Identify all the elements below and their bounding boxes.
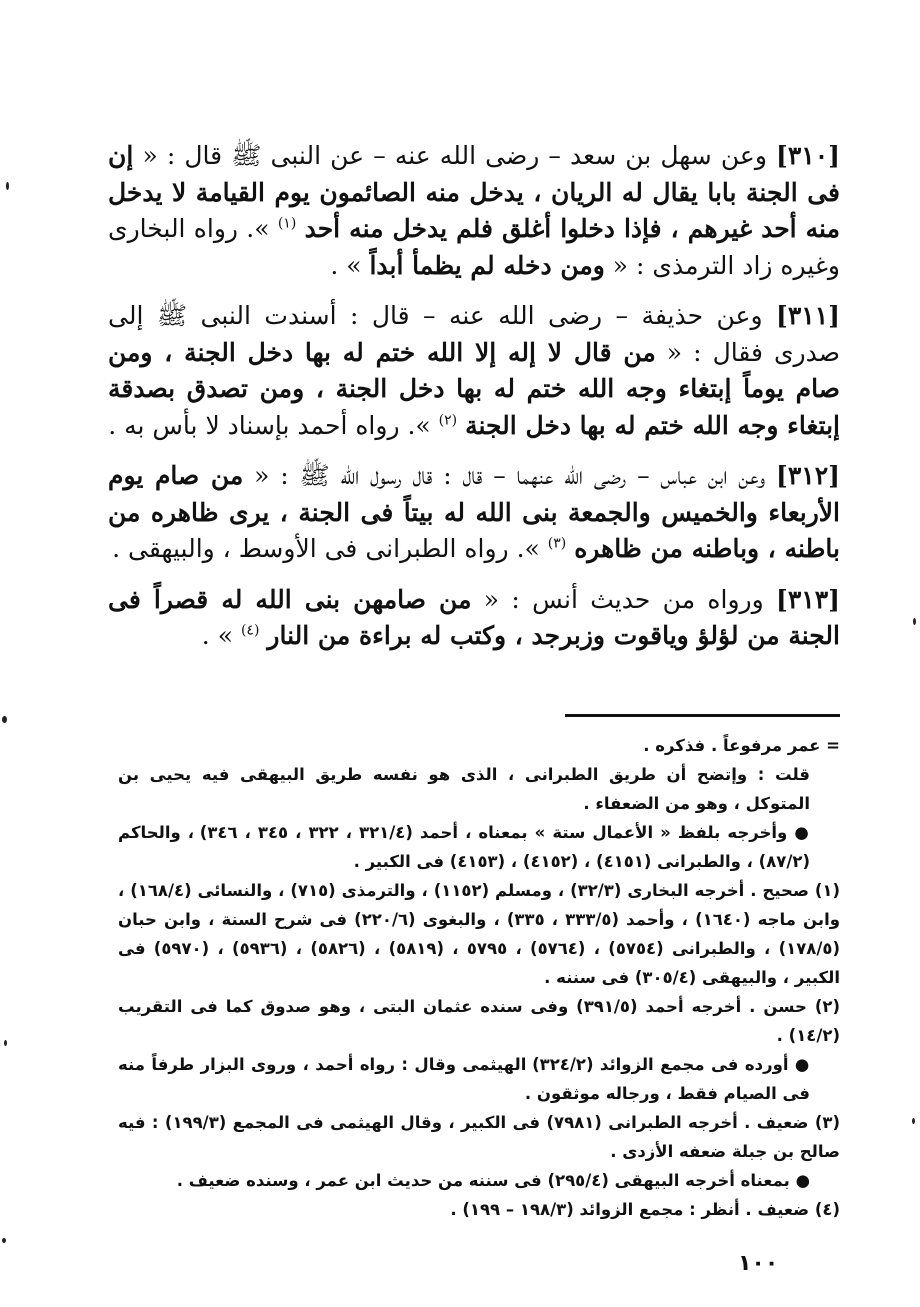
hadith-source: ». رواه الطبرانى فى الأوسط ، والبيهقى .: [112, 534, 540, 563]
hadith-text: من صامهن بنى الله له قصراً فى الجنة من لؤلؤ وياقوت وزبرجد ، وكتب له براءة من النار: [108, 584, 840, 650]
hadith-end: » .: [330, 250, 362, 280]
footnote-line: ● أورده فى مجمع الزوائد (٣٢٤/٢) الهيثمى وقال : رواه أحمد ، وروى البزار طرفاً منه فى الصيام فقط ، ورجاله موثقون .: [118, 1055, 810, 1103]
footnote-divider: [565, 714, 840, 717]
hadith-intro: وعن سهل بن سعد – رضى الله عنه – عن النبى ﷺ قال : «: [142, 141, 767, 170]
hadith-313: [108, 582, 840, 655]
hadith-number: [٣١١]: [776, 301, 840, 330]
main-text: [108, 138, 840, 669]
hadith-number: [٣١٢]: [776, 461, 841, 490]
hadith-text: إن فى الجنة بابا يقال له الريان ، يدخل منه الصائمون يوم القيامة لا يدخل منه أحد غيرهم ، فإذا دخلوا أغلق فلم يدخل منه أحد: [108, 141, 840, 243]
hadith-text: من صام يوم الأربعاء والخميس والجمعة بنى الله له بيتاً فى الجنة ، يرى ظاهره من باطنه ، وباطنه من ظاهره: [108, 461, 840, 563]
footnote-2: (٢) حسن . أخرجه أحمد (٣٩١/٥) وفى سنده عثمان البتى ، وهو صدوق كما فى التقريب (١٤/٢) .: [118, 997, 840, 1045]
page-number: ١٠٠: [738, 1251, 779, 1276]
footnote-3: (٣) ضعيف . أخرجه الطبرانى (٧٩٨١) فى الكبير ، وقال الهيثمى فى المجمع (١٩٩/٣) : فيه صالح بن جبلة ضعفه الأزدى .: [118, 1113, 840, 1161]
footnote-ref: (٣): [547, 535, 567, 552]
hadith-intro: وعن ابن عباس – رضى الله عنهما – قال : قال رسول الله ﷺ : «: [254, 461, 766, 490]
scan-speck: [2, 1238, 6, 1243]
hadith-311: [108, 298, 840, 444]
footnote-line: ● وأخرجه بلفظ « الأعمال ستة » بمعناه ، أحمد (٣٢١/٤ ، ٣٢٢ ، ٣٤٥ ، ٣٤٦) ، والحاكم (٨٧/٢) ، والطبرانى (٤١٥١) ، (٤١٥٢) ، (٤١٥٣) فى الكبير .: [118, 823, 811, 871]
scan-speck: [6, 182, 9, 190]
footnote-line: قلت : وإتضح أن طريق الطبرانى ، الذى هو نفسه طريق البيهقى فيه يحيى بن المتوكل ، وهو من الضعفاء .: [118, 765, 810, 813]
hadith-intro: ورواه من حديث أنس : «: [483, 584, 764, 614]
hadith-source: ». رواه أحمد بإسناد لا بأس به .: [108, 410, 431, 440]
hadith-addition: ومن دخله لم يظمأ أبداً: [369, 250, 605, 280]
hadith-number: [٣١٣]: [776, 584, 840, 614]
hadith-number: [٣١٠]: [776, 141, 841, 170]
footnotes: [118, 731, 840, 1224]
hadith-310: [108, 138, 840, 284]
hadith-source: ». رواه البخارى وغيره زاد الترمذى : «: [108, 214, 840, 280]
hadith-source: » .: [201, 621, 233, 650]
footnote-ref: (٤): [240, 622, 260, 639]
scan-speck: [4, 1040, 7, 1046]
scan-speck: [912, 1118, 915, 1124]
footnote-line: = عمر مرفوعاً . فذكره .: [643, 736, 840, 755]
hadith-intro: وعن حذيفة – رضى الله عنه – قال : أسندت النبى ﷺ إلى صدرى فقال : «: [108, 301, 840, 367]
scan-speck: [913, 618, 916, 625]
hadith-text: من قال لا إله إلا الله ختم له بها دخل الجنة ، ومن صام يوماً إبتغاء وجه الله ختم له بها دخل الجنة ، ومن تصدق بصدقة إبتغاء وجه الله ختم له بها دخل الجنة: [108, 337, 840, 440]
scan-speck: [2, 716, 7, 723]
hadith-312: [108, 458, 840, 568]
footnote-line: ● بمعناه أخرجه البيهقى (٢٩٥/٤) فى سننه من حديث ابن عمر ، وسنده ضعيف .: [176, 1171, 810, 1190]
footnote-1: (١) صحيح . أخرجه البخارى (٣٢/٣) ، ومسلم (١١٥٢) ، والترمذى (٧١٥) ، والنسائى (١٦٨/٤) ، وابن ماجه (١٦٤٠) ، وأحمد (٣٣٣/٥ ، ٣٣٥) ، والبغوى (٢٢٠/٦) فى شرح السنة ، وابن حبان (١٧٨/٥) ، والطبرانى (٥٧٥٤) ، (٥٧٦٤) ، ٥٧٩٥ ، (٥٨١٩) ، (٥٨٢٦) ، (٥٩٣٦) ، (٥٩٧٠) فى الكبير ، والبيهقى (٣٠٥/٤) فى سننه .: [118, 881, 840, 987]
footnote-4: (٤) ضعيف . أنظر : مجمع الزوائد (١٩٨/٣ – ١٩٩) .: [450, 1200, 840, 1219]
footnote-ref: (١): [277, 215, 297, 232]
footnote-ref: (٢): [438, 412, 458, 429]
